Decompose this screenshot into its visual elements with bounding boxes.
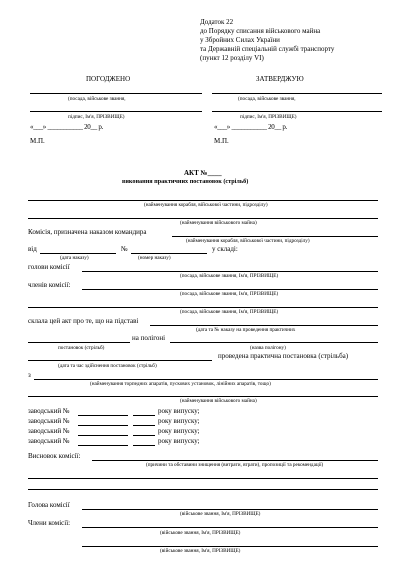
factory-number-label-2: заводський №	[28, 417, 70, 425]
conclusions-line-2	[28, 478, 378, 479]
members-label: членів комісії:	[28, 281, 71, 289]
agreed-date-line: «___» ___________ 20__ р.	[30, 123, 104, 131]
appendix-line-4: та Державній спеціальній службі транспорту	[200, 45, 335, 53]
approve-position-hint: (посада, військове звання,	[238, 96, 296, 102]
member-line-1	[82, 289, 378, 290]
appendix-number: Додаток 22	[200, 18, 234, 26]
commission-line	[172, 236, 378, 237]
with-label: з	[28, 371, 31, 379]
member-hint-1: (посада, військове звання, Ім'я, ПРІЗВИЩЕ)	[180, 291, 279, 297]
conclusions-line-1	[92, 460, 378, 461]
chairman-label: голови комісії	[28, 263, 70, 271]
appendix-line-5: (пункт 12 розділу VI)	[200, 54, 264, 62]
member-line-2	[28, 307, 378, 308]
agreed-signature-hint: підпис, Ім'я, ПРІЗВИЩЕ)	[68, 114, 125, 120]
factory-year-label-2: року випуску;	[158, 417, 200, 425]
order-number-line	[131, 253, 207, 254]
factory-number-label-4: заводський №	[28, 437, 70, 445]
reasons-hint: (причини та обставини знищення (витрати, втрати), пропозиції та рекомендації)	[146, 462, 324, 468]
approve-signature-line	[212, 111, 382, 112]
order-ref-line	[150, 325, 378, 326]
factory-year-line-1	[133, 415, 155, 416]
factory-number-label-3: заводський №	[28, 427, 70, 435]
composed-label: у складі:	[212, 245, 238, 253]
act-subtitle: виконання практичних постановок (стрільб)	[122, 178, 249, 185]
range-name-line	[170, 342, 378, 343]
approve-position-line	[212, 93, 382, 94]
property-hint: (найменування військового майна)	[180, 220, 257, 226]
agreed-seal: М.П.	[30, 137, 45, 145]
conclusions-line-3	[28, 489, 378, 490]
agreed-heading: ПОГОДЖЕНО	[86, 75, 131, 83]
act-title: АКТ №____	[184, 169, 222, 177]
chairman-signature-line	[82, 509, 378, 510]
order-date-line	[40, 253, 116, 254]
range-ref-line	[28, 342, 130, 343]
chairman-hint: (посада, військове звання, Ім'я, ПРІЗВИЩЕ)	[180, 273, 279, 279]
datetime-line	[28, 360, 212, 361]
factory-number-line-2	[78, 425, 128, 426]
factory-year-line-2	[133, 425, 155, 426]
ship-unit-hint: (найменування корабля, військової частини, підрозділу)	[144, 202, 268, 208]
agreed-position-line	[30, 93, 202, 94]
agreed-signature-line	[30, 111, 202, 112]
weapon-hint: (найменування торпедних апаратів, пускових установок, лінійних апаратів, тощо)	[90, 381, 271, 387]
range-name-hint: (назва полігону)	[250, 345, 286, 351]
factory-year-line-4	[133, 445, 155, 446]
appendix-line-2: до Порядку списання військового майна	[200, 27, 321, 35]
member-hint-2: (посада, військове звання, Ім'я, ПРІЗВИЩЕ)	[180, 309, 279, 315]
approve-seal: М.П.	[214, 137, 229, 145]
factory-number-line-1	[78, 415, 128, 416]
factory-number-label-1: заводський №	[28, 407, 70, 415]
property-line	[28, 218, 378, 219]
property-hint-2: (найменування військового майна)	[180, 398, 257, 404]
appendix-line-3: у Збройних Силах України	[200, 36, 280, 44]
datetime-hint: (дата та час здійснення постановок (стрільб)	[58, 363, 157, 369]
ship-unit-line	[28, 200, 378, 201]
property-line-2	[28, 396, 378, 397]
chairman-signature-hint: (військове звання, Ім'я, ПРІЗВИЩЕ)	[180, 511, 261, 517]
member-signature-hint-1: (військове звання, Ім'я, ПРІЗВИЩЕ)	[160, 530, 241, 536]
approve-signature-hint: підпис, Ім'я, ПРІЗВИЩЕ)	[240, 114, 297, 120]
member-signature-line-1	[82, 527, 378, 528]
chairman-signature-label: Голова комісії	[28, 501, 70, 509]
conclusions-label: Висновок комісії:	[28, 452, 81, 460]
approve-heading: ЗАТВЕРДЖУЮ	[256, 75, 304, 83]
commission-label: Комісія, призначена наказом командира	[28, 228, 147, 236]
agreed-position-hint: (посада, військове звання,	[68, 96, 126, 102]
conducted-label: проведена практична постановка (стрільба)	[218, 352, 349, 360]
weapon-line	[34, 379, 378, 380]
factory-year-line-3	[133, 435, 155, 436]
firing-hint: постановок (стрільб)	[58, 345, 105, 351]
order-ref-hint: (дата та № наказу на проведення практичних	[196, 327, 296, 333]
factory-year-label-1: року випуску;	[158, 407, 200, 415]
drafted-label: склала цей акт про те, що на підставі	[28, 317, 139, 325]
factory-year-label-4: року випуску;	[158, 437, 200, 445]
factory-number-line-4	[78, 445, 128, 446]
order-date-hint: (дата наказу)	[60, 255, 89, 261]
order-number-label: №	[121, 245, 128, 253]
chairman-line	[82, 271, 378, 272]
commission-hint: (найменування корабля, військової частини, підрозділу)	[186, 238, 310, 244]
members-signature-label: Члени комісії:	[28, 519, 71, 527]
member-signature-line-2	[82, 546, 378, 547]
approve-date-line: «___» ___________ 20__ р.	[214, 123, 288, 131]
member-signature-hint-2: (військове звання, Ім'я, ПРІЗВИЩЕ)	[160, 548, 241, 554]
factory-number-line-3	[78, 435, 128, 436]
order-from-label: від	[28, 245, 37, 253]
at-range-label: на полігоні	[132, 334, 166, 342]
factory-year-label-3: року випуску;	[158, 427, 200, 435]
order-number-hint: (номер наказу)	[138, 255, 171, 261]
